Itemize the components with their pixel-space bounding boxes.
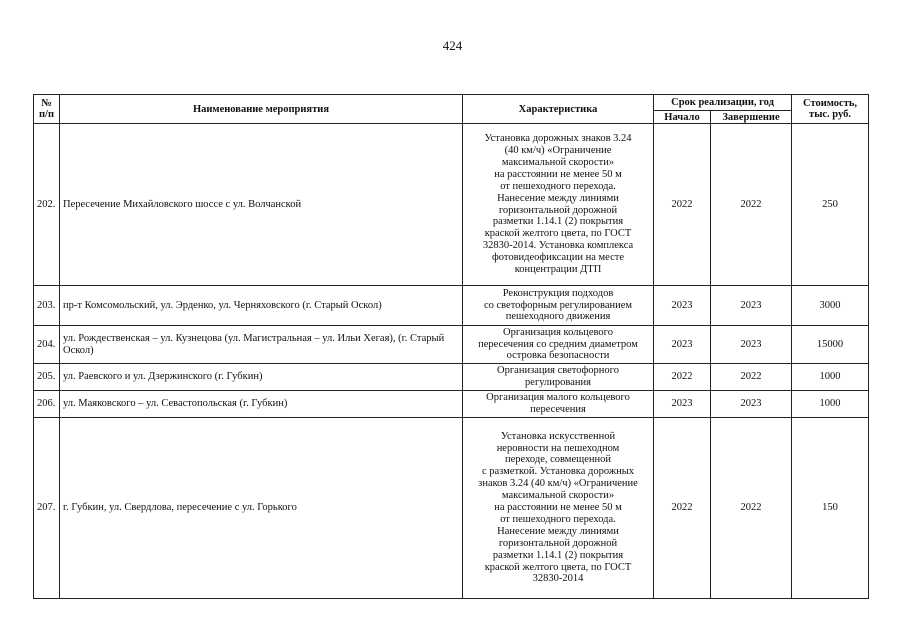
row-number: 205. (34, 364, 60, 391)
characteristic-line: Нанесение между линиями (497, 192, 619, 204)
cost-value: 1000 (792, 391, 869, 418)
characteristic-line: переходе, совмещенной (505, 454, 611, 466)
characteristic-line: Организация светофорного (497, 365, 619, 377)
characteristic-line: знаков 3.24 (40 км/ч) «Ограничение (478, 478, 638, 490)
row-number: 207. (34, 418, 60, 599)
characteristic-line: на расстоянии не менее 50 м (494, 168, 622, 180)
row-number: 204. (34, 326, 60, 364)
end-year: 2023 (711, 326, 792, 364)
cost-value: 150 (792, 418, 869, 599)
characteristic-line: 32830-2014 (532, 573, 584, 585)
header-end: Завершение (711, 111, 792, 124)
page-number: 424 (442, 38, 463, 53)
characteristic-line: от пешеходного перехода. (500, 513, 616, 525)
measure-name: пр-т Комсомольский, ул. Эрденко, ул. Черняховского (г. Старый Оскол) (60, 286, 463, 326)
characteristic-line: Нанесение между линиями (497, 525, 619, 537)
header-start: Начало (654, 111, 711, 124)
characteristic-line: со светофорным регулированием (483, 299, 633, 311)
cost-value: 1000 (792, 364, 869, 391)
characteristic-line: пересечения (530, 404, 586, 415)
measure-name: г. Губкин, ул. Свердлова, пересечение с ул. Горького (60, 418, 463, 599)
characteristic-line: Установка дорожных знаков 3.24 (484, 133, 632, 145)
characteristic-line: максимальной скорости» (501, 156, 615, 168)
characteristic-line: концентрации ДТП (514, 264, 602, 276)
measure-characteristic (463, 124, 654, 286)
characteristic-line: (40 км/ч) «Ограничение (504, 144, 612, 156)
end-year: 2022 (711, 364, 792, 391)
characteristic-line: Организация кольцевого (503, 326, 613, 338)
table-row (34, 418, 869, 599)
characteristic-line: разметки 1.14.1 (2) покрытия (492, 549, 624, 561)
row-number: 202. (34, 124, 60, 286)
characteristic-line: горизонтальной дорожной (498, 537, 618, 549)
start-year: 2022 (654, 364, 711, 391)
start-year: 2022 (654, 418, 711, 599)
start-year: 2023 (654, 391, 711, 418)
measures-table (33, 94, 869, 599)
characteristic-line: фотовидеофиксации на месте (491, 252, 625, 264)
measure-characteristic (463, 364, 654, 391)
measure-characteristic (463, 326, 654, 364)
table-row (34, 391, 869, 418)
characteristic-line: регулирования (525, 377, 591, 388)
measure-characteristic (463, 391, 654, 418)
table-row (34, 286, 869, 326)
header-name: Наименование мероприятия (60, 95, 463, 124)
header-characteristic: Характеристика (463, 95, 654, 124)
start-year: 2023 (654, 326, 711, 364)
characteristic-line: неровности на пешеходном (496, 442, 620, 454)
table-row (34, 364, 869, 391)
measure-name: ул. Рождественская – ул. Кузнецова (ул. Магистральная – ул. Ильи Хегая), (г. Старый Оскол) (60, 326, 463, 364)
header-cost: Стоимость, тыс. руб. (792, 95, 869, 124)
measure-characteristic (463, 418, 654, 599)
measure-characteristic (463, 286, 654, 326)
measure-name: ул. Маяковского – ул. Севастопольская (г. Губкин) (60, 391, 463, 418)
row-number: 203. (34, 286, 60, 326)
characteristic-line: 32830-2014. Установка комплекса (482, 240, 634, 252)
row-number: 206. (34, 391, 60, 418)
cost-value: 250 (792, 124, 869, 286)
characteristic-line: Организация малого кольцевого (486, 392, 630, 404)
characteristic-line: от пешеходного перехода. (500, 180, 616, 192)
table-row (34, 124, 869, 286)
table-row (34, 326, 869, 364)
characteristic-line: горизонтальной дорожной (498, 204, 618, 216)
characteristic-line: Реконструкция подходов (502, 287, 614, 299)
cost-value: 3000 (792, 286, 869, 326)
characteristic-line: Установка искусственной (500, 430, 616, 442)
characteristic-line: краской желтого цвета, по ГОСТ (484, 228, 632, 240)
header-num: № п/п (34, 95, 60, 124)
cost-value: 15000 (792, 326, 869, 364)
characteristic-line: разметки 1.14.1 (2) покрытия (492, 216, 624, 228)
end-year: 2022 (711, 124, 792, 286)
end-year: 2022 (711, 418, 792, 599)
characteristic-line: пешеходного движения (505, 311, 611, 323)
end-year: 2023 (711, 391, 792, 418)
characteristic-line: островка безопасности (506, 350, 610, 362)
characteristic-line: на расстоянии не менее 50 м (494, 502, 622, 514)
characteristic-line: максимальной скорости» (501, 490, 615, 502)
header-period: Срок реализации, год (654, 95, 792, 111)
measure-name: Пересечение Михайловского шоссе с ул. Волчанской (60, 124, 463, 286)
characteristic-line: пересечения со средним диаметром (478, 338, 638, 350)
start-year: 2023 (654, 286, 711, 326)
end-year: 2023 (711, 286, 792, 326)
characteristic-line: с разметкой. Установка дорожных (481, 466, 635, 478)
measure-name: ул. Раевского и ул. Дзержинского (г. Губкин) (60, 364, 463, 391)
characteristic-line: краской желтого цвета, по ГОСТ (484, 561, 632, 573)
start-year: 2022 (654, 124, 711, 286)
